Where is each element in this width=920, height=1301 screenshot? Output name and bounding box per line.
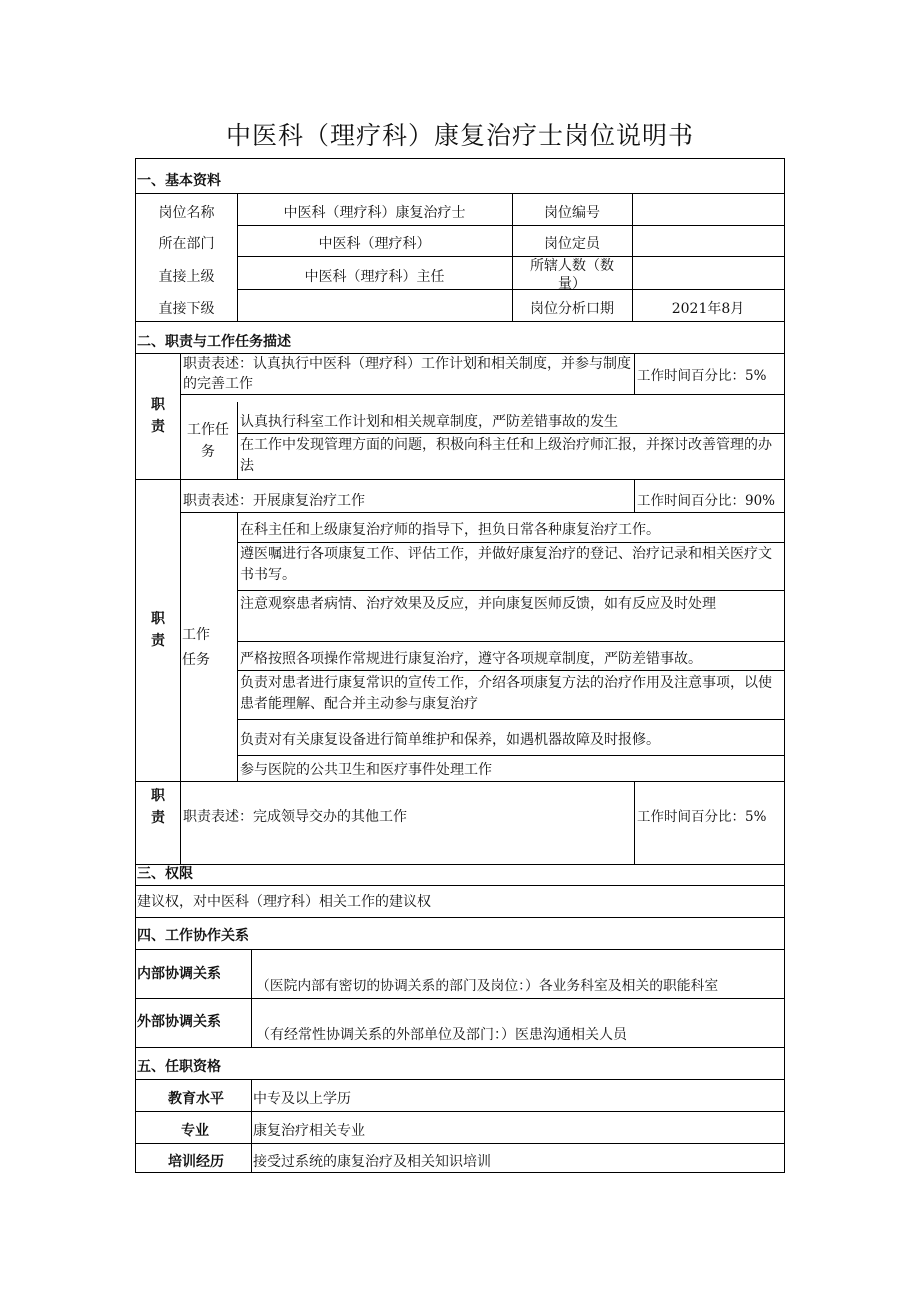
- education-label: 教育水平: [168, 1091, 224, 1107]
- divider: [136, 1111, 784, 1112]
- duty-1-task-1: 认真执行科室工作计划和相关规章制度，严防差错事故的发生: [240, 414, 618, 430]
- direct-subordinate-label: 直接下级: [158, 301, 215, 317]
- divider: [136, 949, 784, 950]
- page-title: 中医科（理疗科）康复治疗士岗位说明书: [225, 121, 694, 150]
- duty-1-task-label: 工作任务: [187, 422, 229, 460]
- section-qualifications-heading: 五、任职资格: [137, 1059, 221, 1075]
- duty-2-task-6: 负责对有关康复设备进行简单维护和保养，如遇机器故障及时报修。: [240, 732, 660, 748]
- divider: [237, 225, 784, 226]
- divider: [237, 641, 784, 642]
- divider: [180, 512, 784, 513]
- job-description-table: [135, 158, 785, 1173]
- divider: [136, 1079, 784, 1080]
- duty-2-task-label: 工作任务: [182, 627, 210, 668]
- direct-supervisor-value: 中医科（理疗科）主任: [304, 269, 445, 285]
- divider: [237, 433, 784, 434]
- duty-2-description: 职责表述：开展康复治疗工作: [183, 493, 365, 509]
- divider: [180, 394, 784, 395]
- duty-1-time-percentage: 工作时间百分比：5%: [637, 368, 767, 384]
- divider: [136, 885, 784, 886]
- duty-2-task-5: 负责对患者进行康复常识的宣传工作，介绍各项康复方法的治疗作用及注意事项，以使患者能理解、配合并主动参与康复治疗: [240, 675, 772, 712]
- department-value: 中医科（理疗科）: [318, 236, 431, 252]
- position-name-label: 岗位名称: [158, 205, 215, 221]
- direct-supervisor-label: 直接上级: [158, 269, 215, 285]
- duty-1-description: 职责表述：认真执行中医科（理疗科）工作计划和相关制度，并参与制度的完善工作: [183, 356, 631, 392]
- training-label: 培训经历: [168, 1154, 224, 1170]
- duty-2-label: 职责: [151, 611, 165, 649]
- analysis-date-value: 2021年8月: [671, 301, 745, 317]
- external-coordination-text: （有经常性协调关系的外部单位及部门：）医患沟通相关人员: [256, 1027, 627, 1043]
- section-duties-heading: 二、职责与工作任务描述: [137, 334, 291, 350]
- headcount-label: 岗位定员: [544, 236, 600, 252]
- divider: [237, 256, 784, 257]
- divider: [237, 289, 784, 290]
- position-name-value: 中医科（理疗科）康复治疗士: [283, 205, 466, 221]
- department-label: 所在部门: [158, 236, 215, 252]
- section-collaboration-heading: 四、工作协作关系: [137, 928, 249, 944]
- divider: [237, 755, 784, 756]
- duty-2-task-4: 严格按照各项操作常规进行康复治疗，遵守各项规章制度，严防差错事故。: [240, 651, 702, 667]
- analysis-date-label: 岗位分析口期: [530, 301, 614, 317]
- position-code-label: 岗位编号: [544, 205, 600, 221]
- education-value: 中专及以上学历: [253, 1091, 351, 1107]
- duty-3-label: 职责: [151, 788, 165, 826]
- subordinate-count-label: 所辖人数（数量）: [530, 258, 614, 289]
- divider: [237, 590, 784, 591]
- divider: [136, 1143, 784, 1144]
- divider: [136, 917, 784, 918]
- divider: [237, 670, 784, 671]
- section-basic-info-heading: 一、基本资料: [137, 173, 221, 189]
- divider: [237, 542, 784, 543]
- authority-text: 建议权，对中医科（理疗科）相关工作的建议权: [137, 894, 431, 910]
- major-value: 康复治疗相关专业: [253, 1123, 365, 1139]
- divider: [237, 719, 784, 720]
- divider: [136, 479, 180, 480]
- internal-coordination-text: （医院内部有密切的协调关系的部门及岗位：）各业务科室及相关的职能科室: [256, 978, 719, 994]
- divider: [136, 781, 784, 782]
- duty-2-time-percentage: 工作时间百分比：90%: [637, 493, 776, 509]
- duty-3-time-percentage: 工作时间百分比：5%: [637, 809, 767, 825]
- duty-2-task-7: 参与医院的公共卫生和医疗事件处理工作: [240, 762, 492, 778]
- duty-2-task-1: 在科主任和上级康复治疗师的指导下，担负日常各种康复治疗工作。: [240, 522, 660, 538]
- internal-coordination-label: 内部协调关系: [137, 966, 221, 982]
- duty-2-task-2: 遵医嘱进行各项康复工作、评估工作，并做好康复治疗的登记、治疗记录和相关医疗文书书写。: [240, 546, 772, 583]
- section-authority-heading: 三、权限: [137, 866, 193, 882]
- divider: [180, 353, 181, 864]
- duty-1-task-2: 在工作中发现管理方面的问题，积极向科主任和上级治疗师汇报，并探讨改善管理的办法: [240, 437, 772, 474]
- training-value: 接受过系统的康复治疗及相关知识培训: [253, 1154, 491, 1170]
- divider: [136, 1047, 784, 1048]
- duty-3-description: 职责表述：完成领导交办的其他工作: [183, 809, 407, 825]
- divider: [136, 193, 784, 194]
- duty-1-label: 职责: [151, 397, 165, 435]
- duty-2-task-3: 注意观察患者病情、治疗效果及反应，并向康复医师反馈，如有反应及时处理: [240, 596, 716, 612]
- divider: [136, 321, 784, 322]
- divider: [180, 479, 784, 480]
- major-label: 专业: [181, 1123, 209, 1139]
- external-coordination-label: 外部协调关系: [137, 1014, 221, 1030]
- divider: [136, 998, 784, 999]
